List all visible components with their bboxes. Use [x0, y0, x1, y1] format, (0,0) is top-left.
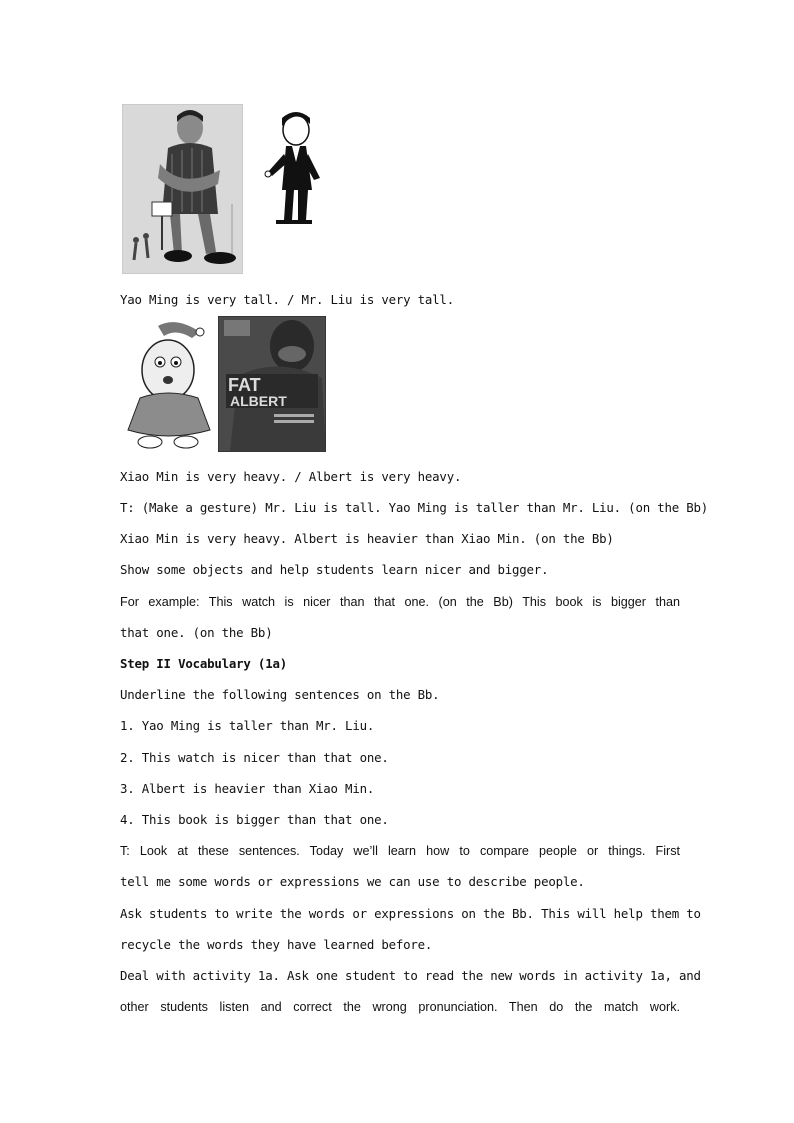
yao-ming-cartoon-image	[122, 104, 243, 274]
text-line-14: T: Look at these sentences. Today we’ll learn how to compare people or things. First	[120, 844, 680, 858]
text-line-2: Xiao Min is very heavy. / Albert is very heavy.	[120, 469, 462, 484]
mr-liu-cartoon-image	[262, 108, 326, 228]
section-heading-step-ii: Step II Vocabulary (1a)	[120, 656, 287, 671]
text-line-17: recycle the words they have learned before.	[120, 937, 433, 952]
list-item-4: 4. This book is bigger than that one.	[120, 812, 389, 827]
text-line-3: T: (Make a gesture) Mr. Liu is tall. Yao Ming is taller than Mr. Liu. (on the Bb)	[120, 500, 709, 515]
xiao-min-cartoon-image	[120, 318, 216, 452]
fat-albert-poster-image	[218, 316, 326, 452]
text-line-1: Yao Ming is very tall. / Mr. Liu is very tall.	[120, 292, 454, 307]
text-line-19: other students listen and correct the wrong pronunciation. Then do the match work.	[120, 1000, 680, 1014]
text-line-18: Deal with activity 1a. Ask one student to read the new words in activity 1a, and	[120, 968, 701, 983]
text-line-7: that one. (on the Bb)	[120, 625, 273, 640]
list-item-2: 2. This watch is nicer than that one.	[120, 750, 389, 765]
text-line-16: Ask students to write the words or expressions on the Bb. This will help them to	[120, 906, 701, 921]
text-line-5: Show some objects and help students learn nicer and bigger.	[120, 562, 549, 577]
list-item-1: 1. Yao Ming is taller than Mr. Liu.	[120, 718, 375, 733]
poster-title-albert: ALBERT	[230, 393, 287, 409]
text-line-15: tell me some words or expressions we can use to describe people.	[120, 874, 585, 889]
list-item-3: 3. Albert is heavier than Xiao Min.	[120, 781, 375, 796]
text-line-6: For example: This watch is nicer than that one. (on the Bb) This book is bigger than	[120, 595, 680, 609]
poster-title-fat: FAT	[228, 375, 261, 395]
text-line-9: Underline the following sentences on the Bb.	[120, 687, 440, 702]
text-line-4: Xiao Min is very heavy. Albert is heavier than Xiao Min. (on the Bb)	[120, 531, 614, 546]
